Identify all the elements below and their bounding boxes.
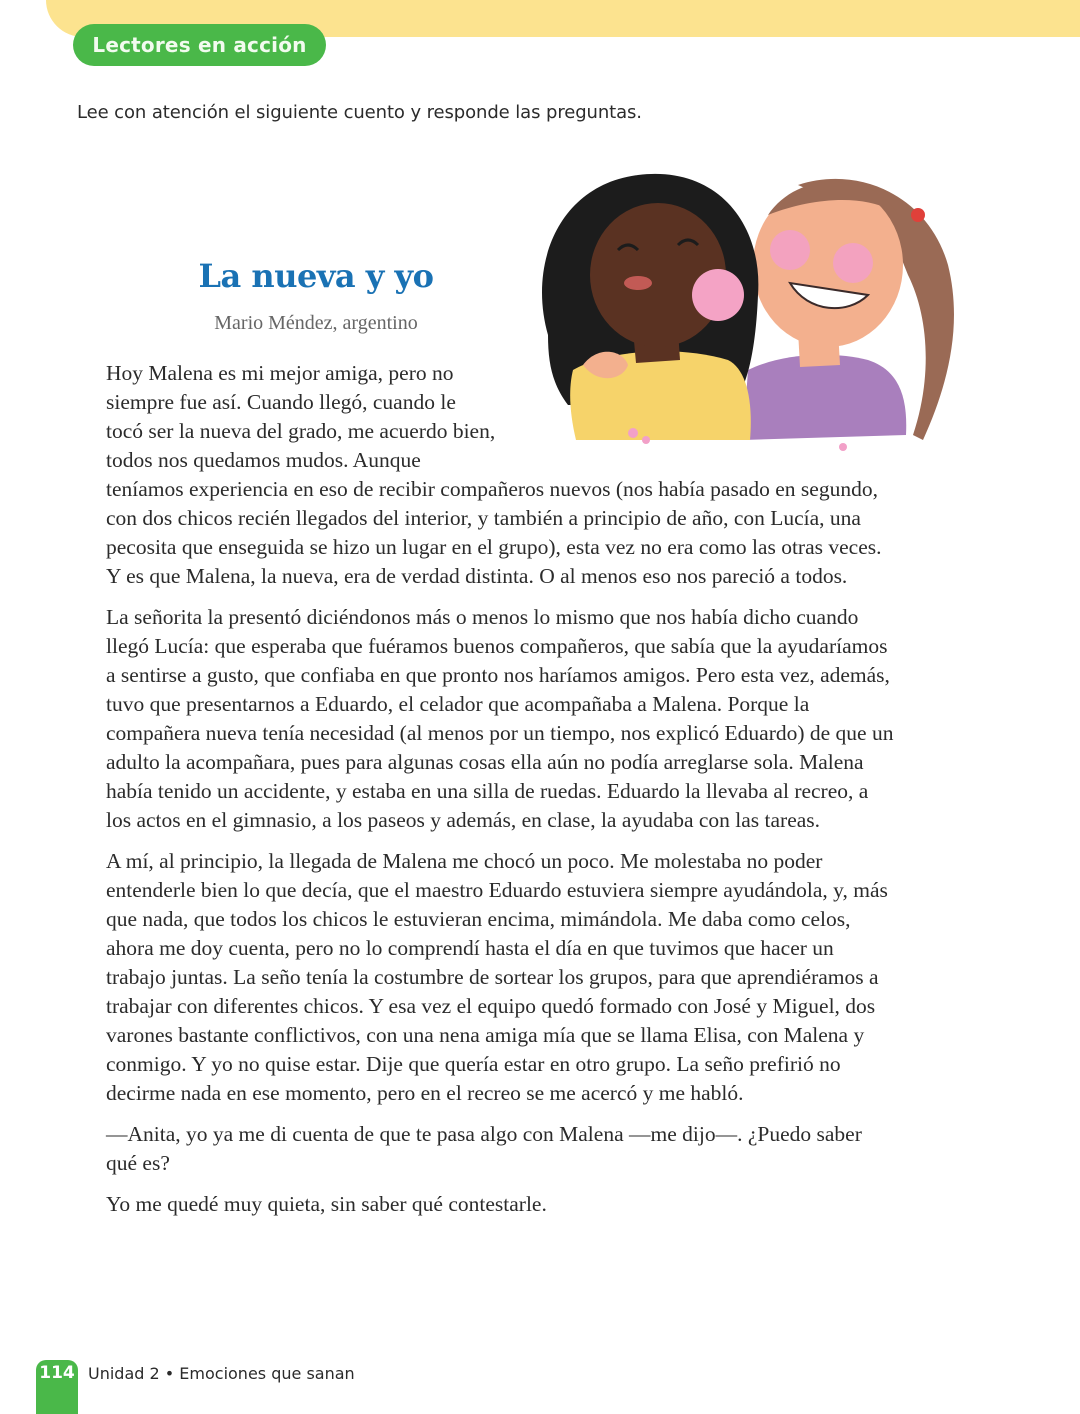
- story-paragraph: Yo me quedé muy quieta, sin saber qué contestarle.: [106, 1192, 547, 1216]
- section-badge: Lectores en acción: [73, 24, 326, 66]
- instruction-text: Lee con atención el siguiente cuento y responde las preguntas.: [77, 102, 642, 123]
- story-title: La nueva y yo: [198, 257, 434, 295]
- story-author: Mario Méndez, argentino: [214, 312, 418, 334]
- story-paragraph: La señorita la presentó diciéndonos más o menos lo mismo que nos había dicho cuando llegó Lucía: que esperaba que fuéramos buenos compañeros, que sabía que la ayudaríamos a sentirse a gusto, que confiaba en que pronto nos haríamos amigos. Pero esta vez, además, tuvo que presentarnos a Eduardo, el celador que acompañaba a Malena. Porque la compañera nueva tenía necesidad (al menos por un tiempo, nos explicó Eduardo) de que un adulto la acompañara, pues para algunas cosas ella aún no podía arreglarse sola. Malena había tenido un accidente, y estaba en una silla de ruedas. Eduardo la llevaba al recreo, a los actos en el gimnasio, a los paseos y además, en clase, la ayudaba con las tareas.: [106, 605, 894, 832]
- story-body: [106, 359, 896, 1231]
- story-paragraph: —Anita, yo ya me di cuenta de que te pasa algo con Malena —me dijo—. ¿Puedo saber qué es?: [106, 1122, 862, 1175]
- story-paragraph: Hoy Malena es mi mejor amiga, pero no siempre fue así. Cuando llegó, cuando le tocó ser la nueva del grado, me acuerdo bien, todos nos quedamos mudos. Aunque teníamos experiencia en eso de recibir compañeros nuevos (nos había pasado en segundo, con dos chicos recién llegados del interior, y también a principio de año, con Lucía, una pecosita que enseguida se hizo un lugar en el grupo), esta vez no era como las otras veces. Y es que Malena, la nueva, era de verdad distinta. O al menos eso nos pareció a todos.: [106, 361, 882, 588]
- page-number: 114: [39, 1363, 75, 1383]
- unit-label: Unidad 2 • Emociones que sanan: [88, 1364, 355, 1383]
- story-paragraph: A mí, al principio, la llegada de Malena me chocó un poco. Me molestaba no poder entenderle bien lo que decía, que el maestro Eduardo estuviera siempre ayudándola, y, más que nada, que todos los chicos le estuvieran encima, mimándola. Me daba como celos, ahora me doy cuenta, pero no lo comprendí hasta el día en que tuvimos que hacer un trabajo juntas. La seño tenía la costumbre de sortear los grupos, para que aprendiéramos a trabajar con diferentes chicos. Y esa vez el equipo quedó formado con José y Miguel, dos varones bastante conflictivos, con una nena amiga mía que se llama Elisa, con Malena y conmigo. Y yo no quise estar. Dije que quería estar en otro grupo. La seño prefirió no decirme nada en ese momento, pero en el recreo se me acercó y me habló.: [106, 849, 888, 1105]
- illustration-spacer: [496, 359, 896, 471]
